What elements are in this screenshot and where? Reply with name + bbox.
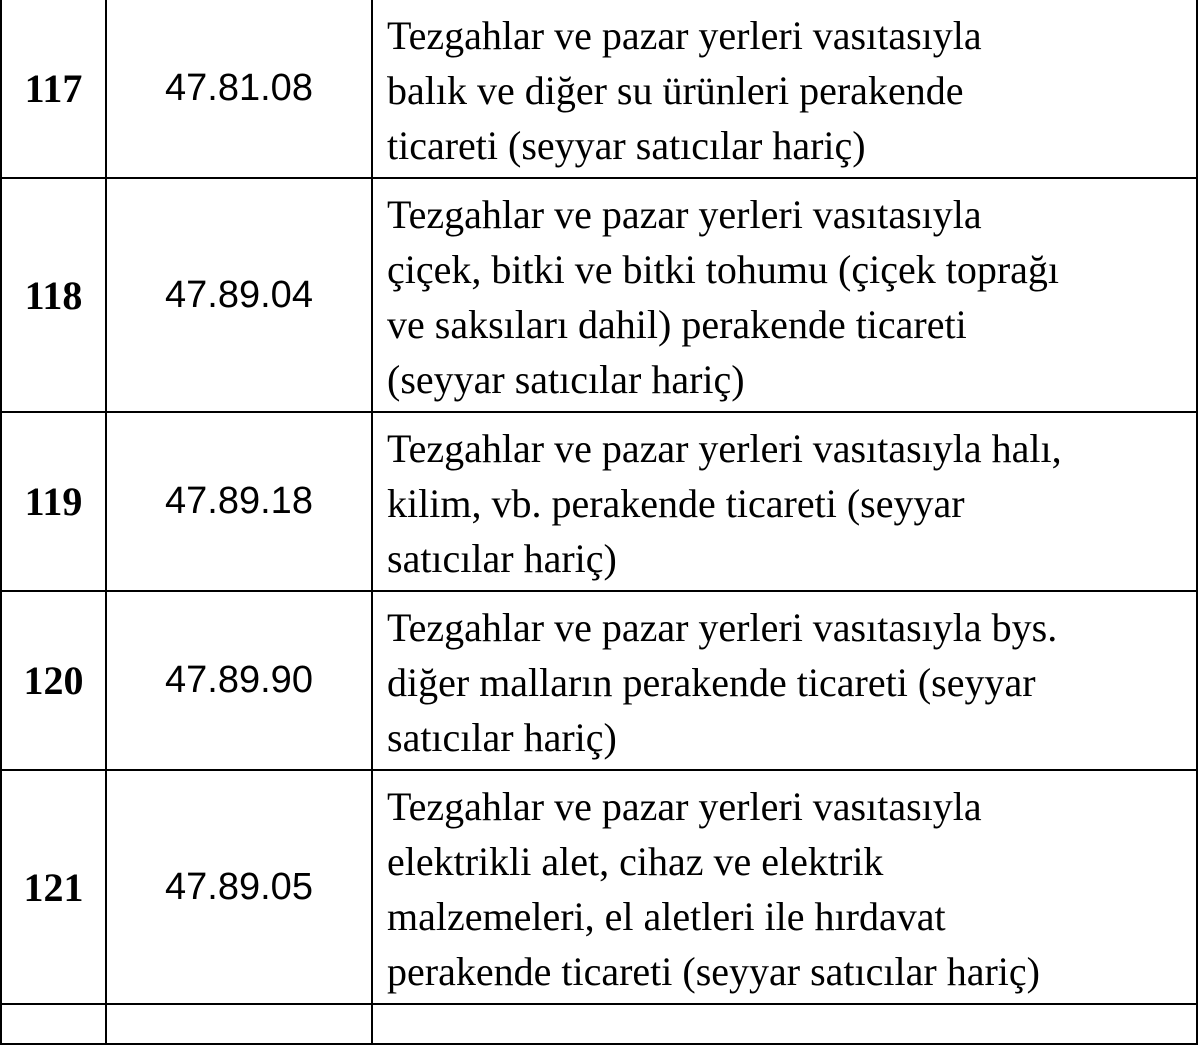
- description-line: ve saksıları dahil) perakende ticareti: [387, 302, 967, 347]
- description-line: satıcılar hariç): [387, 536, 617, 581]
- activity-code: 47.89.90: [106, 591, 372, 770]
- description-line: Tezgahlar ve pazar yerleri vasıtasıyla bys.: [387, 605, 1058, 650]
- description-line: balık ve diğer su ürünleri perakende: [387, 68, 964, 113]
- activity-code: 47.89.04: [106, 178, 372, 412]
- description-line: malzemeleri, el aletleri ile hırdavat: [387, 894, 946, 939]
- row-number-empty: [1, 1004, 106, 1044]
- row-number: 118: [1, 178, 106, 412]
- table-row: [1, 412, 1197, 591]
- table-row: [1, 770, 1197, 1004]
- description-line: diğer malların perakende ticareti (seyyar: [387, 660, 1036, 705]
- activity-description: [372, 0, 1197, 178]
- activity-description: [372, 770, 1197, 1004]
- activity-description-empty: [372, 1004, 1197, 1044]
- activity-code: 47.81.08: [106, 0, 372, 178]
- table-row: [1, 591, 1197, 770]
- description-line: Tezgahlar ve pazar yerleri vasıtasıyla: [387, 192, 982, 237]
- description-line: Tezgahlar ve pazar yerleri vasıtasıyla: [387, 13, 982, 58]
- row-number: 117: [1, 0, 106, 178]
- activity-code-empty: [106, 1004, 372, 1044]
- activity-description: [372, 178, 1197, 412]
- activity-description: [372, 412, 1197, 591]
- description-line: (seyyar satıcılar hariç): [387, 357, 745, 402]
- row-number: 120: [1, 591, 106, 770]
- description-line: perakende ticareti (seyyar satıcılar hariç): [387, 949, 1040, 994]
- activity-code: 47.89.18: [106, 412, 372, 591]
- description-line: kilim, vb. perakende ticareti (seyyar: [387, 481, 965, 526]
- row-number: 119: [1, 412, 106, 591]
- description-line: ticareti (seyyar satıcılar hariç): [387, 123, 866, 168]
- activity-description: [372, 591, 1197, 770]
- table-row: [1, 178, 1197, 412]
- description-line: satıcılar hariç): [387, 715, 617, 760]
- activity-code: 47.89.05: [106, 770, 372, 1004]
- description-line: Tezgahlar ve pazar yerleri vasıtasıyla: [387, 784, 982, 829]
- table-row-partial: [1, 1004, 1197, 1044]
- table-row: [1, 0, 1197, 178]
- description-line: elektrikli alet, cihaz ve elektrik: [387, 839, 884, 884]
- row-number: 121: [1, 770, 106, 1004]
- description-line: Tezgahlar ve pazar yerleri vasıtasıyla halı,: [387, 426, 1062, 471]
- description-line: çiçek, bitki ve bitki tohumu (çiçek toprağı: [387, 247, 1060, 292]
